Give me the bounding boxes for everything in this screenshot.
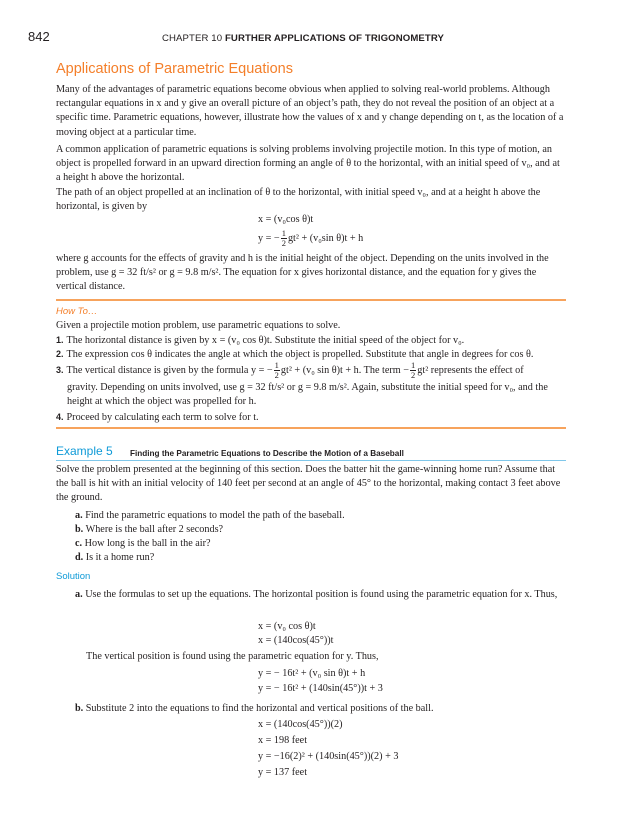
paragraph-3: The path of an object propelled at an inclination of θ to the horizontal, with initial speed v₀, and at a height h above the horizontal, is given by (56, 187, 541, 213)
solution-b-eq1: x = (140cos(45°))(2) (258, 719, 343, 730)
page-number: 842 (28, 29, 50, 44)
question-a (75, 509, 555, 523)
fraction-numerator: 1 (274, 360, 279, 370)
step-number: 2. (56, 349, 64, 359)
gravity-paragraph (56, 252, 564, 295)
question-text: How long is the ball in the air? (84, 538, 211, 549)
solution-b-label: b. (75, 703, 84, 714)
step-number: 1. (56, 335, 64, 345)
section-title: Applications of Parametric Equations (56, 61, 293, 77)
example-title: Finding the Parametric Equations to Describe the Motion of a Baseball (130, 449, 404, 458)
howto-top-rule (56, 299, 566, 301)
howto-step-3 (56, 361, 566, 380)
question-c (75, 537, 555, 551)
equation-y-lhs: y = − (258, 232, 280, 244)
solution-b (75, 702, 565, 716)
step-text: The expression cos θ indicates the angle at which the object is propelled. Substitute that angle in degrees for cos θ. (66, 349, 534, 360)
intro-paragraph (56, 83, 564, 140)
howto-intro: Given a projectile motion problem, use parametric equations to solve. (56, 320, 341, 331)
equation-y-rhs: gt² + (v₀sin θ)t + h (287, 232, 364, 244)
fraction (281, 229, 287, 248)
solution-b-eq2: x = 198 feet (258, 735, 308, 746)
question-label: d. (75, 552, 84, 563)
example-label: Example 5 (56, 444, 113, 458)
question-d (75, 551, 555, 565)
fraction-numerator: 1 (281, 228, 286, 238)
chapter-heading (162, 32, 444, 46)
solution-b-eq4: y = 137 feet (258, 767, 308, 778)
page-header (28, 30, 602, 44)
question-text: Find the parametric equations to model the path of the baseball. (85, 510, 345, 521)
question-label: b. (75, 524, 84, 535)
solution-a-text: Use the formulas to set up the equations. The horizontal position is found using the parametric equation for x. Thus, (85, 589, 558, 600)
step-text-a: The vertical distance is given by the formula y = − (66, 364, 273, 376)
solution-a-eq4: y = − 16t² + (140sin(45°))t + 3 (258, 683, 383, 694)
howto-step-4 (56, 410, 566, 425)
howto-step-3-cont: gravity. Depending on units involved, use g = 32 ft/s² or g = 9.8 m/s². Again, substitute the initial speed for v₀, and the height at which the object was propelled for h. (67, 382, 548, 408)
howto-label: How To… (56, 306, 98, 317)
solution-a-text2: The vertical position is found using the parametric equation for y. Thus, (86, 651, 379, 662)
howto-bottom-rule (56, 427, 566, 429)
step-text: Proceed by calculating each term to solve for t. (66, 412, 259, 423)
chapter-label: CHAPTER 10 (162, 33, 223, 44)
paragraph-1: Many of the advantages of parametric equations become obvious when applied to solving real-world problems. Although rectangular equations in x and y give an overall picture of an object’s path, they do not reveal the position of an object at a specific time. Parametric equations, however, illustrate how the values of x and y change depending on t, as the location of a moving object at a particular time. (56, 84, 564, 138)
fraction-denominator: 2 (281, 238, 286, 248)
fraction-denominator: 2 (274, 370, 279, 380)
question-b (75, 523, 555, 537)
solution-a-eq1: x = (v₀ cos θ)t (258, 621, 316, 632)
solution-b-eq3: y = −16(2)² + (140sin(45°))(2) + 3 (258, 751, 399, 762)
paragraph-4: where g accounts for the effects of gravity and h is the initial height of the object. Depending on the units involved in the problem, use g = 32 ft/s² or g = 9.8 m/s². The equation for x gives horizontal distance, and the equation for y gives the vertical distance. (56, 253, 549, 293)
question-text: Is it a home run? (85, 552, 155, 563)
example-problem: Solve the problem presented at the beginning of this section. Does the batter hit the game-winning home run? Assume that the ball is hit with an initial velocity of 140 feet per second at an angle of 45° to the horizontal, making contact 3 feet above the ground. (56, 464, 561, 504)
fraction (274, 361, 280, 380)
paragraph-2: A common application of parametric equations is solving problems involving projectile motion. In this type of motion, an object is propelled forward in an upward direction forming an angle of θ to the horizontal, with an initial speed of v₀, and at a height h above the horizontal. (56, 144, 560, 184)
solution-a-eq3: y = − 16t² + (v₀ sin θ)t + h (258, 668, 366, 679)
equation-x: x = (v₀cos θ)t (258, 214, 314, 225)
fraction-numerator: 1 (411, 360, 416, 370)
chapter-title: FURTHER APPLICATIONS OF TRIGONOMETRY (224, 33, 445, 44)
path-paragraph (56, 186, 564, 214)
solution-label: Solution (56, 571, 91, 582)
solution-a-label: a. (75, 589, 83, 600)
fraction-denominator: 2 (411, 370, 416, 380)
equation-y (258, 229, 363, 248)
question-label: c. (75, 538, 83, 549)
solution-a-eq2: x = (140cos(45°))t (258, 635, 334, 646)
step-text: The horizontal distance is given by x = (v₀ cos θ)t. Substitute the initial speed of the object for v₀. (66, 335, 465, 346)
example-rule (56, 460, 566, 461)
step-number: 4. (56, 412, 64, 422)
step-text-c: gt² represents the effect of (417, 364, 524, 376)
solution-a (75, 588, 565, 602)
step-number: 3. (56, 364, 64, 375)
question-text: Where is the ball after 2 seconds? (85, 524, 224, 535)
fraction (410, 361, 416, 380)
solution-b-text: Substitute 2 into the equations to find the horizontal and vertical positions of the ball. (85, 703, 434, 714)
question-label: a. (75, 510, 83, 521)
projectile-paragraph (56, 143, 564, 186)
step-text-b: gt² + (v₀ sin θ)t + h. The term − (280, 364, 410, 376)
howto-step-1 (56, 333, 566, 348)
howto-step-2 (56, 347, 566, 362)
